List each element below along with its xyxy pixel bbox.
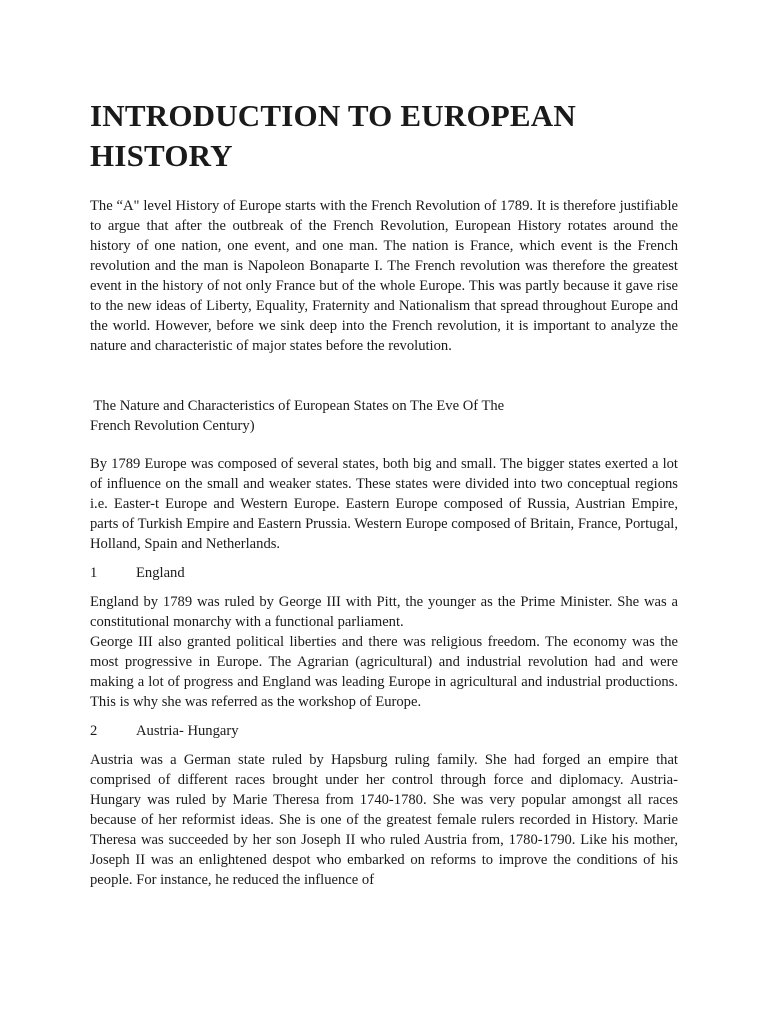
section-number: 1 [90, 565, 98, 581]
document-title: INTRODUCTION TO EUROPEAN HISTORY [90, 98, 576, 173]
spacer [90, 741, 678, 750]
spacer [90, 583, 678, 592]
spacer [90, 356, 678, 396]
intro-paragraph: The “A" level History of Europe starts with the French Revolution of 1789. It is therefore justifiable to argue that after the outbreak of the French Revolution, European History rotates around the history of one nation, one event, and one man. The nation is France, which event is the French revolution and the man is Napoleon Bonaparte I. The French revolution was therefore the greatest event in the history of not only France but of the whole Europe. This was partly because it gave rise to the new ideas of Liberty, Equality, Fraternity and Nationalism that spread throughout Europe and the world. However, before we sink deep into the French revolution, it is important to analyze the nature and characteristic of major states before the revolution. [90, 198, 678, 354]
section-heading-austria-hungary [90, 721, 678, 741]
states-paragraph: By 1789 Europe was composed of several states, both big and small. The bigger states exerted a lot of influence on the small and weaker states. These states were divided into two conceptual regions i.e. Easter-t Europe and Western Europe. Eastern Europe composed of Russia, Austrian Empire, parts of Turkish Empire and Eastern Prussia. Western Europe composed of Britain, France, Portugal, Holland, Spain and Netherlands. [90, 456, 678, 552]
section-heading-line-2: French Revolution Century) [90, 418, 255, 434]
england-paragraph-2: George III also granted political liberties and there was religious freedom. The economy was the most progressive in Europe. The Agrarian (agricultural) and industrial revolution had and were making a lot of progress and England was leading Europe in agricultural and industrial productions. This is why she was referred as the workshop of Europe. [90, 634, 678, 710]
section-heading-line-1: The Nature and Characteristics of European States on The Eve Of The [90, 398, 505, 414]
austria-paragraph-1: Austria was a German state ruled by Hapsburg ruling family. She had forged an empire that comprised of different races brought under her control through force and diplomacy. Austria- Hungary was ruled by Marie Theresa from 1740-1780. She was very popular amongst all races because of her reformist ideas. She is one of the greatest female rulers recorded in History. Marie Theresa was succeeded by her son Joseph II who ruled Austria from, 1780-1790. Like his mother, Joseph II was an enlightened despot who embarked on reforms to improve the conditions of his people. For instance, he reduced the influence of [90, 752, 678, 888]
section-title: Austria- Hungary [136, 723, 239, 739]
spacer [90, 436, 678, 454]
england-paragraph-1: England by 1789 was ruled by George III with Pitt, the younger as the Prime Minister. She was a constitutional monarchy with a functional parliament. [90, 594, 678, 630]
spacer [90, 712, 678, 721]
section-number: 2 [90, 723, 98, 739]
section-title: England [136, 565, 185, 581]
spacer [90, 554, 678, 563]
section-heading-england [90, 563, 678, 583]
document-page [90, 96, 678, 890]
